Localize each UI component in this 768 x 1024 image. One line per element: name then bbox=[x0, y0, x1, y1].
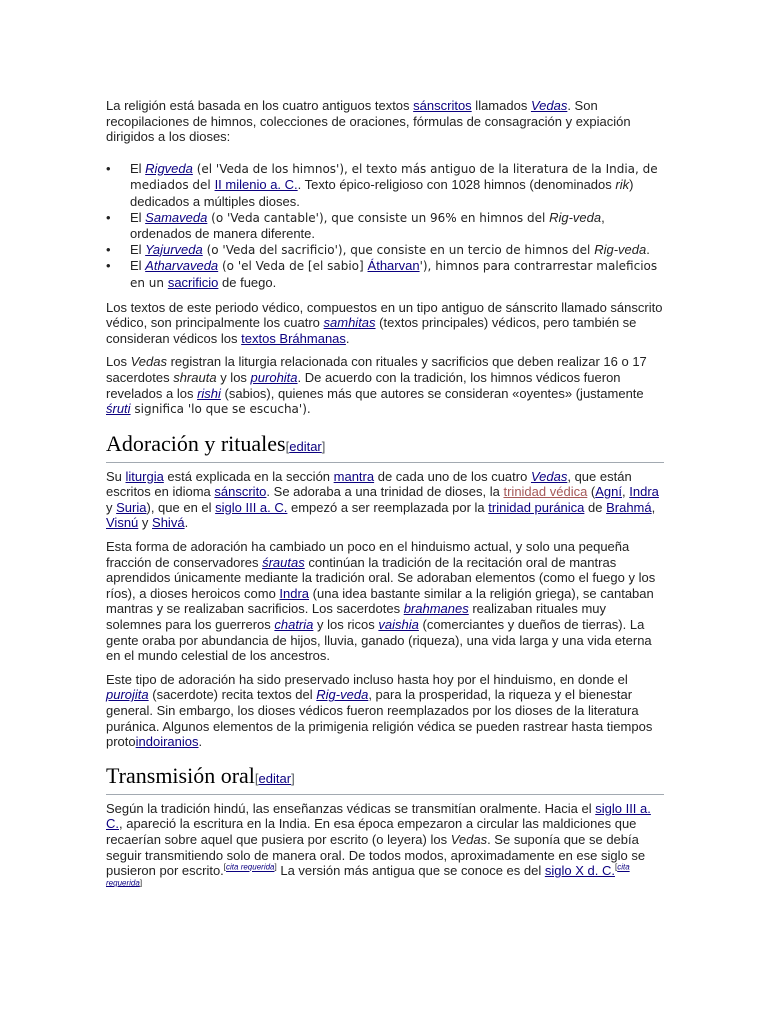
link-shiva[interactable]: Shivá bbox=[152, 515, 185, 531]
citation-needed-link[interactable] bbox=[223, 862, 275, 872]
text: de fuego. bbox=[218, 274, 277, 290]
link-indra[interactable]: Indra bbox=[279, 585, 310, 601]
link-sanscrito[interactable]: sánscrito bbox=[214, 484, 267, 500]
text: '), himnos para contrarrestar maleficios en un bbox=[130, 259, 658, 290]
text: Su bbox=[106, 468, 126, 484]
bracket: ] bbox=[321, 438, 326, 454]
text: está explicada en la sección bbox=[163, 468, 334, 484]
list-item-samaveda bbox=[130, 210, 664, 242]
text: , que están escritos en idioma bbox=[106, 468, 632, 500]
text: significa 'lo que se escucha'). bbox=[130, 402, 311, 417]
text: ), que en el bbox=[146, 499, 216, 515]
text: La versión más antigua que se conoce es del bbox=[276, 863, 545, 879]
text: (o 'el Veda de [el sabio] bbox=[218, 259, 368, 274]
link-label: brahmanes bbox=[403, 601, 469, 617]
text: . bbox=[646, 241, 650, 257]
link-label: purohita bbox=[250, 369, 298, 385]
text: . De acuerdo con la tradición, los himnos védicos fueron revelados a los bbox=[106, 369, 621, 401]
text: , ordenados de manera diferente. bbox=[130, 209, 605, 242]
text: (comerciantes y dueños de tierras). La gente oraba por abundancia de hijos, lluvia, ganado (riqueza), una vida larga y una vida eterna en el mundo celestial de los ancestros. bbox=[106, 617, 652, 664]
text: El bbox=[130, 209, 146, 225]
link-brahma[interactable]: Brahmá bbox=[606, 499, 652, 515]
citation-needed bbox=[224, 863, 277, 872]
text: de bbox=[584, 499, 607, 515]
link-label: chatria bbox=[274, 617, 314, 633]
link-sacrificio[interactable]: sacrificio bbox=[167, 274, 219, 290]
link-suria[interactable]: Suria bbox=[116, 499, 147, 515]
text: El bbox=[130, 160, 146, 176]
bracket: ] bbox=[274, 862, 277, 872]
text: realizaban rituales muy solemnes para los guerreros bbox=[106, 601, 607, 633]
text: . bbox=[345, 330, 350, 346]
link-label: Rig-veda bbox=[316, 687, 369, 703]
link-label: Atharvaveda bbox=[145, 258, 219, 274]
bracket: [ bbox=[254, 770, 259, 786]
text: ( bbox=[587, 484, 596, 500]
text: de cada uno de los cuatro bbox=[374, 468, 531, 484]
link-vedas[interactable] bbox=[531, 98, 567, 113]
link-textos-brahmanas[interactable]: textos Bráhmanas bbox=[241, 330, 346, 346]
text: El bbox=[130, 258, 146, 274]
text: y bbox=[138, 515, 153, 531]
text-rig-veda: Rig-veda bbox=[594, 241, 647, 257]
text: registran la liturgia relacionada con rituales y sacrificios que deben realizar 16 o 17 sacerdotes bbox=[106, 354, 647, 385]
text: , bbox=[622, 484, 630, 500]
text-vedas: Vedas bbox=[130, 354, 167, 370]
text: y los bbox=[216, 369, 251, 385]
text: (una idea bastante similar a la religión griega), se cantaban mantras y se realizaban sacrificios. Los sacerdotes bbox=[106, 585, 654, 617]
text: llamados bbox=[471, 98, 531, 113]
link-ii-milenio[interactable]: II milenio a. C. bbox=[214, 177, 298, 193]
text: . bbox=[184, 515, 189, 531]
link-label: Vedas bbox=[530, 468, 568, 484]
text: (el 'Veda de los himnos'), el texto más antiguo de la literatura de la India, de mediados del bbox=[130, 161, 658, 193]
text: (textos principales) védicos, pero también se consideran védicos los bbox=[106, 315, 637, 346]
text: El bbox=[130, 241, 146, 257]
link-label: rishi bbox=[197, 385, 221, 401]
edit-section-link bbox=[255, 771, 295, 786]
link-indra[interactable]: Indra bbox=[629, 484, 659, 500]
paragraph-liturgia bbox=[106, 354, 664, 417]
paragraph-trinidad bbox=[106, 469, 664, 531]
link-liturgia[interactable]: liturgia bbox=[125, 468, 164, 484]
list-item-rigveda bbox=[130, 161, 664, 210]
link-label: Rigveda bbox=[145, 160, 193, 176]
link-sanscritos[interactable]: sánscritos bbox=[413, 98, 472, 113]
edit-button[interactable]: editar bbox=[258, 770, 292, 786]
text: continúan la tradición de la recitación oral de mantras aprendidos únicamente mediante la tradición oral. Se adoraban elementos (como el fuego y los ríos), a dioses heroicos como bbox=[106, 554, 656, 601]
link-rig-veda[interactable] bbox=[316, 687, 368, 702]
text: . Texto épico-religioso con 1028 himnos (denominados bbox=[297, 177, 616, 193]
text: La religión está basada en los cuatro antiguos textos bbox=[106, 98, 414, 113]
text: ) dedicados a múltiples dioses. bbox=[130, 177, 634, 209]
edit-button[interactable]: editar bbox=[289, 438, 322, 454]
text: , para la prosperidad, la riqueza y el bienestar general. Sin embargo, los dioses védicos fueron reemplazados por los dioses de la literatura puránica. Algunos elementos de la primigenia religión védica se pueden rastrear hasta tiempos proto bbox=[106, 687, 653, 750]
link-samaveda[interactable] bbox=[145, 210, 207, 225]
list-item-yajurveda bbox=[130, 242, 664, 259]
link-label: śruti bbox=[106, 401, 131, 417]
edit-section-link bbox=[286, 439, 326, 454]
text: . Se adoraba a una trinidad de dioses, la bbox=[266, 484, 504, 500]
link-trinidad-puranica[interactable]: trinidad puránica bbox=[488, 499, 585, 515]
text-rik: rik bbox=[615, 177, 630, 193]
link-visnu[interactable]: Visnú bbox=[106, 515, 139, 531]
text: , apareció la escritura en la India. En esa época empezaron a circular las maldiciones que recaerían sobre aquel que pusiera por escrito (o leyera) los bbox=[106, 816, 637, 847]
list-item-atharvaveda bbox=[130, 258, 664, 291]
link-siglo-x[interactable]: siglo X d. C. bbox=[544, 863, 615, 879]
link-chatria[interactable] bbox=[274, 617, 313, 632]
link-purohita[interactable] bbox=[251, 370, 298, 385]
text: y bbox=[106, 499, 117, 515]
paragraph-textos bbox=[106, 300, 664, 347]
text: Esta forma de adoración ha cambiado un poco en el hinduismo actual, y solo una pequeña fracción de conservadores bbox=[106, 539, 630, 570]
text-vedas: Vedas bbox=[450, 831, 488, 847]
article-content bbox=[106, 98, 664, 902]
link-atharvan[interactable]: Átharvan bbox=[367, 258, 420, 274]
text: (o 'Veda cantable'), que consiste un 96% en himnos del bbox=[207, 210, 550, 225]
link-vedas[interactable] bbox=[531, 469, 567, 484]
text: . Son recopilaciones de himnos, colecciones de oraciones, fórmulas de consagración y expiación dirigidos a los dioses: bbox=[106, 98, 631, 145]
intro-paragraph bbox=[106, 98, 664, 145]
bracket: ] bbox=[139, 878, 143, 888]
text: y los ricos bbox=[313, 617, 379, 633]
text: Según la tradición hindú, las enseñanzas védicas se transmitían oralmente. Hacia el bbox=[106, 800, 596, 816]
text-rig-veda: Rig-veda bbox=[549, 209, 602, 225]
link-label: samhitas bbox=[323, 315, 376, 331]
text: (sacerdote) recita textos del bbox=[148, 687, 317, 703]
link-atharvaveda[interactable] bbox=[145, 258, 218, 273]
link-trinidad-vedica[interactable]: trinidad védica bbox=[503, 484, 588, 500]
heading-text: Transmisión oral bbox=[106, 762, 255, 788]
heading-text: Adoración y rituales bbox=[106, 430, 286, 456]
paragraph-transmision bbox=[106, 801, 664, 895]
veda-list bbox=[106, 161, 664, 292]
bracket: ] bbox=[291, 770, 295, 786]
link-rigveda[interactable] bbox=[145, 161, 193, 176]
heading-transmision bbox=[106, 763, 664, 795]
bracket: [ bbox=[614, 862, 618, 872]
text: Los textos de este periodo védico, compuestos en un tipo antiguo de sánscrito llamado sánscrito védico, son principalmente los cuatro bbox=[106, 299, 663, 331]
link-label: śrautas bbox=[262, 554, 305, 570]
link-vaishia[interactable] bbox=[378, 617, 418, 632]
link-sruti[interactable] bbox=[106, 401, 131, 416]
link-siglo-iii[interactable]: siglo III a. C. bbox=[215, 499, 288, 515]
text-shrauta: shrauta bbox=[173, 369, 217, 385]
text: (o 'Veda del sacrificio'), que consiste en un tercio de himnos del bbox=[202, 242, 595, 257]
text: empezó a ser reemplazada por la bbox=[287, 499, 489, 515]
link-indoiranios[interactable]: indoiranios bbox=[135, 734, 199, 750]
link-yajurveda[interactable] bbox=[145, 242, 203, 257]
text: Los bbox=[106, 354, 131, 370]
link-label: Yajurveda bbox=[145, 241, 203, 257]
link-label: vaishia bbox=[378, 617, 419, 633]
paragraph-adoracion-cambio bbox=[106, 539, 664, 664]
link-label: Samaveda bbox=[145, 209, 208, 225]
link-rishi[interactable] bbox=[197, 386, 221, 401]
text: , bbox=[651, 499, 656, 515]
link-brahmanes[interactable] bbox=[404, 601, 469, 616]
link-srautas[interactable] bbox=[262, 555, 305, 570]
link-siglo-iii[interactable]: siglo III a. C. bbox=[106, 800, 651, 832]
link-mantra[interactable]: mantra bbox=[333, 468, 375, 484]
bracket: [ bbox=[223, 862, 227, 872]
text: . Se suponía que se debía seguir transmitiendo solo de manera oral. De todos modos, aproximadamente en ese siglo se pusieron por escrito. bbox=[106, 831, 646, 879]
heading-adoracion bbox=[106, 431, 664, 463]
link-purojita[interactable] bbox=[106, 687, 149, 702]
text: . bbox=[198, 734, 203, 750]
link-label: Vedas bbox=[530, 98, 568, 113]
link-samhitas[interactable] bbox=[324, 315, 376, 330]
link-agni[interactable]: Agní bbox=[595, 484, 623, 500]
paragraph-preservado bbox=[106, 672, 664, 750]
text: (sabios), quienes más que autores se consideran «oyentes» (justamente bbox=[220, 385, 644, 401]
link-label: cita requerida bbox=[226, 862, 275, 872]
link-label: cita requerida bbox=[106, 862, 630, 888]
link-label: purojita bbox=[106, 687, 149, 703]
bracket: [ bbox=[285, 438, 290, 454]
text: Este tipo de adoración ha sido preservado incluso hasta hoy por el hinduismo, en donde el bbox=[106, 671, 628, 687]
